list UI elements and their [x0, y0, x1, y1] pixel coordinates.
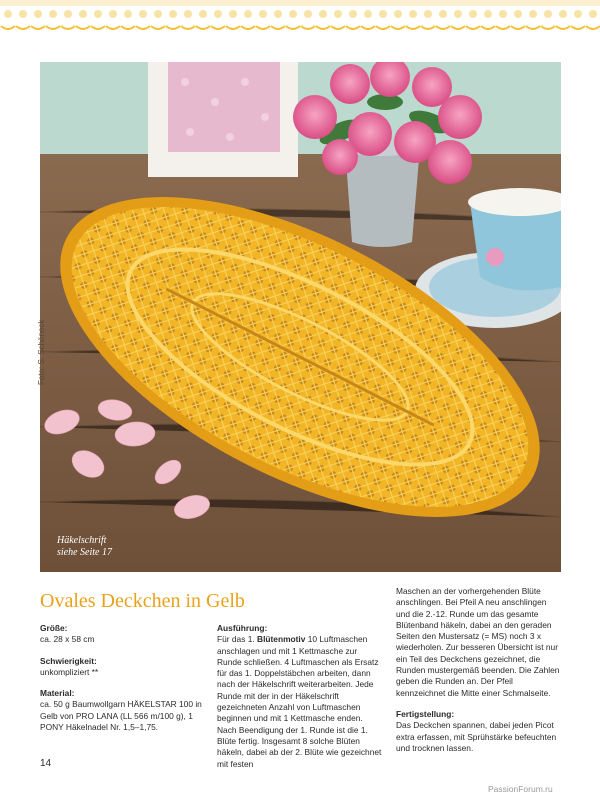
- column-right: [396, 586, 562, 764]
- material-label: Material:: [40, 688, 75, 699]
- size-label: Größe:: [40, 623, 68, 633]
- continuation-text: Maschen an der vorhergehenden Blüte anschlingen. Bei Pfeil A neu anschlingen und die 2.-12. Runde um das gesamte Blütenband häkeln, dabei an den geraden Seiten den Mustersatz (= MS) noch 3 x wiederholen. Zur besseren Übersicht ist nur ein Teil des Deckchens gezeichnet, die Runden mustergemäß beenden. Die Zahlen geben die Runden an. Der Pfeil kennzeichnet die Mitte einer Schmalseite.: [396, 586, 560, 698]
- column-middle: [217, 623, 382, 770]
- finishing-label: Fertigstellung:: [396, 708, 455, 719]
- watermark: PassionForum.ru: [488, 784, 553, 794]
- article-title: Ovales Deckchen in Gelb: [40, 590, 245, 612]
- material-value: ca. 50 g Baumwollgarn HÄKELSTAR 100 in Gelb von PRO LANA (LL 566 m/100 g), 1 PONY Häkelnadel Nr. 1,5–1,75.: [40, 699, 202, 733]
- execution-post: 10 Luftmaschen anschlagen und mit 1 Kettmasche zur Runde schließen. 4 Luftmaschen als Ersatz für das 1. Doppelstäbchen arbeiten, dann nach der Häkelschrift weiterarbeiten. Jede Runde mit der in der Häkelschrift gezeichneten Anzahl von Luftmaschen beginnen und mit 1 Kettmasche enden. Nach Beendigung der 1. Runde ist die 1. Blüte fertig. Insgesamt 8 solche Blüten häkeln, dabei ab der 2. Blüte wie gezeichnet mit festen: [217, 634, 382, 769]
- chart-reference: [57, 535, 112, 559]
- finishing-value: Das Deckchen spannen, dabei jeden Picot extra erfassen, mit Sprühstärke befeuchten und trocknen lassen.: [396, 720, 557, 753]
- difficulty-value: unkompliziert **: [40, 666, 99, 677]
- column-left: [40, 623, 205, 743]
- size-value: ca. 28 x 58 cm: [40, 634, 95, 645]
- page-number: 14: [40, 758, 52, 769]
- execution-label: Ausführung:: [217, 623, 268, 633]
- execution-bold: Blütenmotiv: [257, 634, 306, 645]
- finishing-block: [396, 709, 562, 754]
- decorative-header-border: [0, 0, 600, 40]
- continuation-block: [396, 586, 562, 699]
- chart-reference-line1: Häkelschrift: [57, 535, 107, 546]
- doily-photo: [40, 62, 561, 572]
- photo-credit: Foto: S. Schöneck: [37, 319, 46, 385]
- execution-pre: Für das 1.: [217, 634, 258, 645]
- execution-text: [217, 634, 382, 770]
- material-block: [40, 688, 205, 733]
- chart-reference-line2: siehe Seite 17: [57, 547, 112, 558]
- difficulty-block: [40, 656, 205, 679]
- difficulty-label: Schwierigkeit:: [40, 655, 97, 666]
- size-block: [40, 623, 205, 646]
